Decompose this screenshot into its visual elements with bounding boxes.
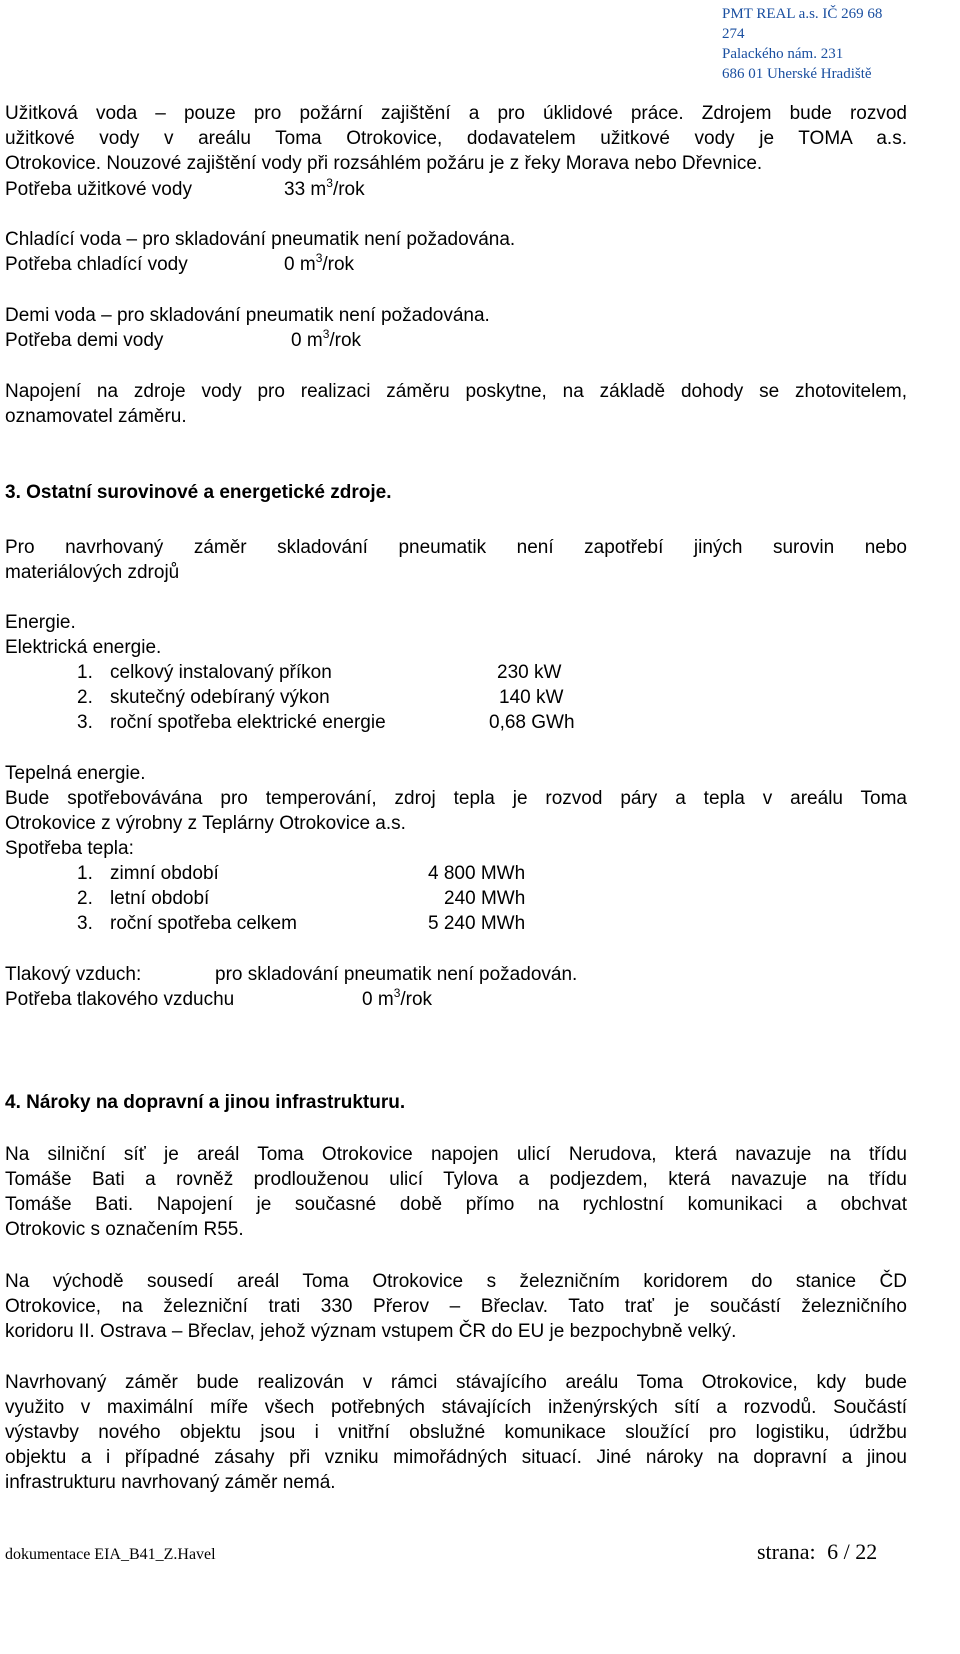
footer-page-value: 6 / 22 bbox=[827, 1539, 878, 1564]
section-3-intro-line-2: materiálových zdrojů bbox=[5, 562, 180, 583]
utility-water-need-value: 33 $m^3$/rok bbox=[284, 175, 365, 200]
section-4-p3-line: výstavby nového objektu jsou i vnitřní obslužné komunikace sloužící pro logistiku, údržbu bbox=[5, 1422, 907, 1443]
electric-item-label: celkový instalovaný příkon bbox=[110, 662, 332, 683]
letterhead-street: Palackého nám. 231 bbox=[722, 46, 844, 62]
section-4-p3-line: Navrhovaný záměr bude realizován v rámci stávajícího areálu Toma Otrokovice, kdy bude bbox=[5, 1372, 907, 1393]
section-4-p1-line: Tomáše Bati. Napojení je současné době přímo na rychlostní komunikaci a obchvat bbox=[5, 1194, 907, 1215]
heat-item-num: 2. bbox=[77, 888, 93, 909]
section-4-p2-line: koridoru II. Ostrava – Břeclav, jehož význam vstupem ČR do EU je bezpochybně velký. bbox=[5, 1321, 737, 1342]
electric-item-value: 140 kW bbox=[499, 687, 564, 708]
heat-item-num: 3. bbox=[77, 913, 93, 934]
compressed-air-need-label: Potřeba tlakového vzduchu bbox=[5, 989, 235, 1010]
section-4-p2-line: Na východě sousedí areál Toma Otrokovice s železničním koridorem do stanice ČD bbox=[5, 1271, 907, 1292]
heat-item-label: roční spotřeba celkem bbox=[110, 913, 297, 934]
electric-heading: Elektrická energie. bbox=[5, 637, 162, 658]
letterhead bbox=[722, 4, 902, 84]
footer-page-number bbox=[757, 1537, 877, 1567]
energy-heading: Energie. bbox=[5, 612, 76, 633]
demi-water-need-value: 0 $m^3$/rok bbox=[291, 326, 362, 351]
connection-line-2: oznamovatel záměru. bbox=[5, 406, 187, 427]
letterhead-company: PMT REAL a.s. IČ 269 68 274 bbox=[722, 6, 883, 42]
utility-water-line-1: Užitková voda – pouze pro požární zajištění a pro úklidové práce. Zdrojem bude rozvod bbox=[5, 103, 907, 124]
footer-page-label: strana: bbox=[757, 1539, 816, 1564]
section-4-p1-line: Tomáše Bati a rovněž prodlouženou ulicí Tylova a podjezdem, která navazuje na třídu bbox=[5, 1169, 907, 1190]
section-4-p3-line: objektu a i případné zásahy při vzniku mimořádných situací. Jiné nároky na dopravní a jinou bbox=[5, 1447, 907, 1468]
section-4-p1-line: Otrokovic s označením R55. bbox=[5, 1219, 244, 1240]
electric-item-value: 230 kW bbox=[497, 662, 562, 683]
electric-item-num: 1. bbox=[77, 662, 93, 683]
compressed-air-need-value: 0 $m^3$/rok bbox=[362, 985, 433, 1010]
electric-item-value: 0,68 GWh bbox=[489, 712, 575, 733]
heat-item-value: 5 240 MWh bbox=[428, 913, 526, 934]
section-3-intro-line-1: Pro navrhovaný záměr skladování pneumatik není zapotřebí jiných surovin nebo bbox=[5, 537, 907, 558]
heat-item-value: 4 800 MWh bbox=[428, 863, 526, 884]
letterhead-city: 686 01 Uherské Hradiště bbox=[722, 66, 872, 82]
heat-item-num: 1. bbox=[77, 863, 93, 884]
demi-water-text: Demi voda – pro skladování pneumatik není požadována. bbox=[5, 305, 490, 326]
section-4-p3-line: infrastrukturu navrhovaný záměr nemá. bbox=[5, 1472, 336, 1493]
section-4-p3-line: využito v maximální míře všech potřebných stávajících inženýrských sítí a rozvodů. Součástí bbox=[5, 1397, 907, 1418]
compressed-air-label: Tlakový vzduch: bbox=[5, 964, 142, 985]
electric-item-num: 2. bbox=[77, 687, 93, 708]
demi-water-need-label: Potřeba demi vody bbox=[5, 330, 164, 351]
electric-item-label: skutečný odebíraný výkon bbox=[110, 687, 330, 708]
heat-line-1: Bude spotřebovávána pro temperování, zdroj tepla je rozvod páry a tepla v areálu Toma bbox=[5, 788, 907, 809]
heat-item-label: zimní období bbox=[110, 863, 219, 884]
electric-item-label: roční spotřeba elektrické energie bbox=[110, 712, 386, 733]
heat-consumption-label: Spotřeba tepla: bbox=[5, 838, 134, 859]
utility-water-line-3: Otrokovice. Nouzové zajištění vody při rozsáhlém požáru je z řeky Morava nebo Dřevnice. bbox=[5, 153, 763, 174]
cooling-water-need-value: 0 $m^3$/rok bbox=[284, 250, 355, 275]
footer-document-name: dokumentace EIA_B41_Z.Havel bbox=[5, 1546, 216, 1563]
section-3-title: 3. Ostatní surovinové a energetické zdroje. bbox=[5, 482, 392, 503]
compressed-air-text: pro skladování pneumatik není požadován. bbox=[215, 964, 578, 985]
cooling-water-text: Chladící voda – pro skladování pneumatik není požadována. bbox=[5, 229, 516, 250]
heat-item-value: 240 MWh bbox=[444, 888, 526, 909]
heat-item-label: letní období bbox=[110, 888, 210, 909]
heat-heading: Tepelná energie. bbox=[5, 763, 146, 784]
connection-line-1: Napojení na zdroje vody pro realizaci záměru poskytne, na základě dohody se zhotovitelem, bbox=[5, 381, 907, 402]
utility-water-need-label: Potřeba užitkové vody bbox=[5, 179, 192, 200]
section-4-p1-line: Na silniční síť je areál Toma Otrokovice napojen ulicí Nerudova, která navazuje na třídu bbox=[5, 1144, 907, 1165]
cooling-water-need-label: Potřeba chladící vody bbox=[5, 254, 188, 275]
section-4-p2-line: Otrokovice, na železniční trati 330 Přerov – Břeclav. Tato trať je součástí železničního bbox=[5, 1296, 907, 1317]
utility-water-line-2: užitkové vody v areálu Toma Otrokovice, dodavatelem užitkové vody je TOMA a.s. bbox=[5, 128, 907, 149]
section-4-title: 4. Nároky na dopravní a jinou infrastrukturu. bbox=[5, 1092, 406, 1113]
heat-line-2: Otrokovice z výrobny z Teplárny Otrokovice a.s. bbox=[5, 813, 406, 834]
electric-item-num: 3. bbox=[77, 712, 93, 733]
